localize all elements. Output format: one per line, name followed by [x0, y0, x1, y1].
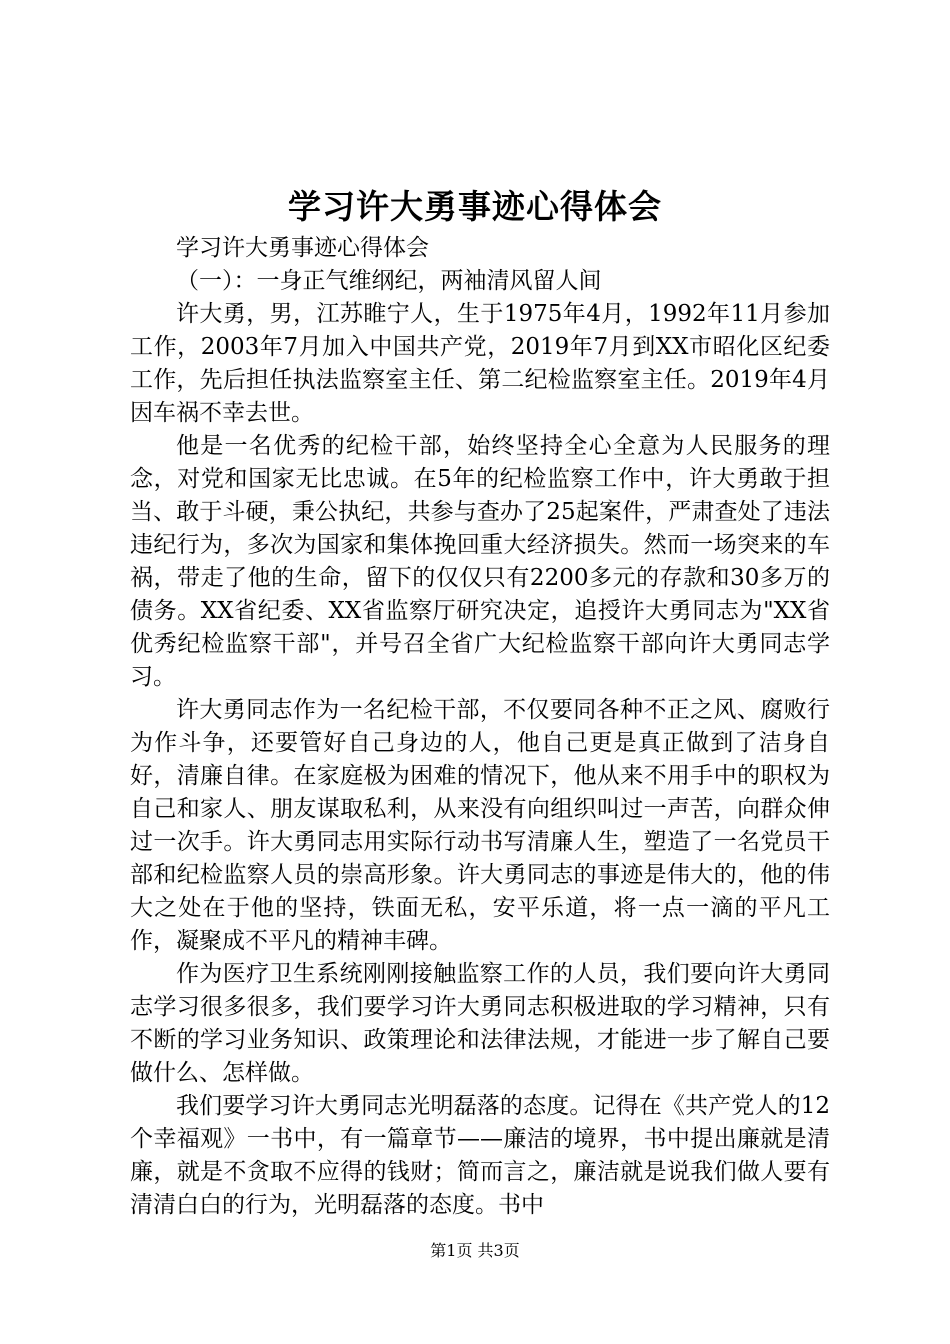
paragraph: 学习许大勇事迹心得体会	[176, 235, 429, 261]
paragraph: 他是一名优秀的纪检干部，始终坚持全心全意为人民服务的理念，对党和国家无比忠诚。在5年的纪检监察工作中，许大勇敢于担当、敢于斗硬，秉公执纪，共参与查办了25起案件，严肃查处了违法违纪行为，多次为国家和集体挽回重大经济损失。然而一场突来的车祸，带走了他的生命，留下的仅仅只有2200多元的存款和30多万的债务。XX省纪委、XX省监察厅研究决定，追授许大勇同志为"XX省优秀纪检监察干部"，并号召全省广大纪检监察干部向许大勇同志学习。	[130, 433, 830, 690]
document-body	[130, 232, 830, 1222]
document-title: 学习许大勇事迹心得体会	[288, 187, 662, 226]
paragraph: 作为医疗卫生系统刚刚接触监察工作的人员，我们要向许大勇同志学习很多很多，我们要学习许大勇同志积极进取的学习精神，只有不断的学习业务知识、政策理论和法律法规，才能进一步了解自己要做什么、怎样做。	[130, 961, 830, 1086]
paragraph: 我们要学习许大勇同志光明磊落的态度。记得在《共产党人的12个幸福观》一书中，有一篇章节——廉洁的境界，书中提出廉就是清廉，就是不贪取不应得的钱财；简而言之，廉洁就是说我们做人要有清清白白的行为，光明磊落的态度。书中	[130, 1093, 830, 1218]
paragraph: 许大勇同志作为一名纪检干部，不仅要同各种不正之风、腐败行为作斗争，还要管好自己身边的人，他自己更是真正做到了洁身自好，清廉自律。在家庭极为困难的情况下，他从来不用手中的职权为自己和家人、朋友谋取私利，从来没有向组织叫过一声苦，向群众伸过一次手。许大勇同志用实际行动书写清廉人生，塑造了一名党员干部和纪检监察人员的崇高形象。许大勇同志的事迹是伟大的，他的伟大之处在于他的坚持，铁面无私，安平乐道，将一点一滴的平凡工作，凝聚成不平凡的精神丰碑。	[130, 697, 830, 954]
paragraph: 许大勇，男，江苏睢宁人，生于1975年4月，1992年11月参加工作，2003年7月加入中国共产党，2019年7月到XX市昭化区纪委工作，先后担任执法监察室主任、第二纪检监察室主任。2019年4月因车祸不幸去世。	[130, 301, 830, 426]
paragraph: （一）：一身正气维纲纪，两袖清风留人间	[176, 268, 602, 294]
page-footer: 第1页 共3页	[430, 1241, 520, 1260]
